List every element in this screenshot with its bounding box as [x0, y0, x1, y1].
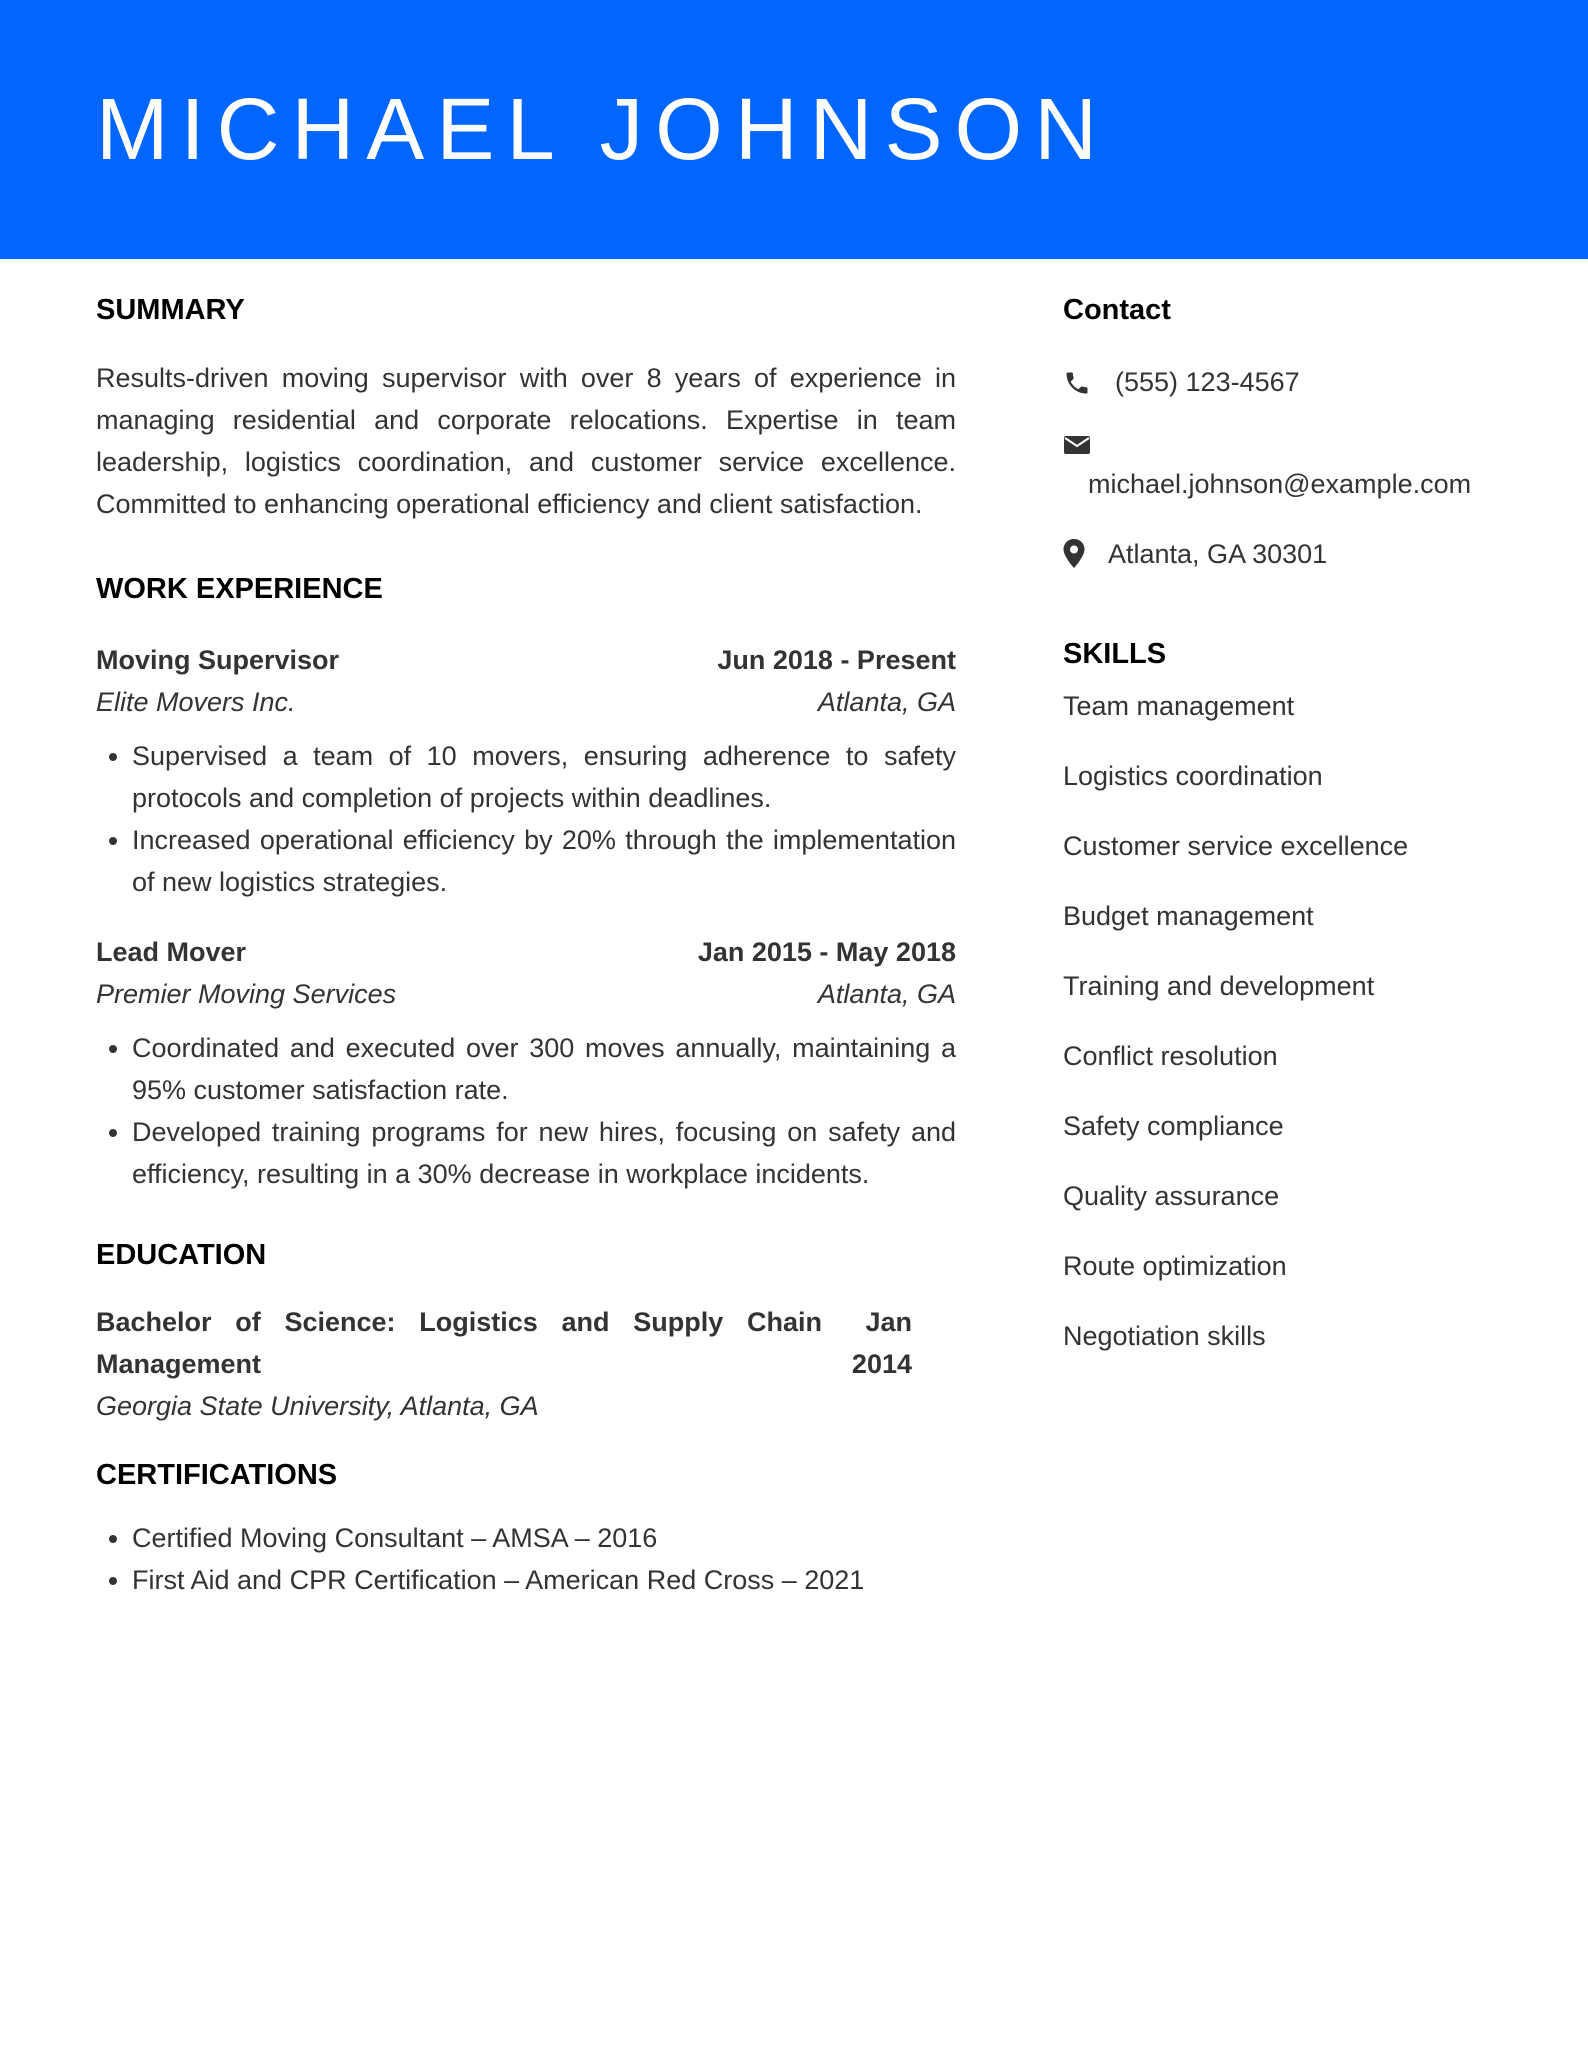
skills-section	[1063, 634, 1523, 1356]
contact-phone-text: (555) 123-4567	[1115, 367, 1300, 397]
job-bullets	[96, 735, 956, 903]
certification-item: • First Aid and CPR Certification – American Red Cross – 2021	[132, 1559, 956, 1601]
main-column	[96, 290, 956, 1601]
job-role: Lead Mover	[96, 937, 247, 967]
map-pin-icon	[1063, 534, 1108, 569]
job-bullets	[96, 1027, 956, 1195]
job-bullet: • Coordinated and executed over 300 moves annually, maintaining a 95% customer satisfaction rate.	[132, 1027, 956, 1111]
job-location: Atlanta, GA	[817, 979, 956, 1009]
skill-item: Budget management	[1063, 901, 1314, 931]
job-dates: Jun 2018 - Present	[717, 645, 956, 675]
summary-text: Results-driven moving supervisor with over 8 years of experience in managing residential and corporate relocations. Expertise in team leadership, logistics coordination, and customer service excellence. Committed to enhancing operational efficiency and client satisfaction.	[96, 363, 956, 519]
work-experience-section	[96, 569, 956, 1195]
job-entry	[96, 639, 956, 903]
contact-phone	[1063, 362, 1523, 402]
education-school: Georgia State University, Atlanta, GA	[96, 1391, 539, 1421]
certification-item: • Certified Moving Consultant – AMSA – 2016	[132, 1517, 956, 1559]
skill-item: Safety compliance	[1063, 1111, 1284, 1141]
skill-item: Conflict resolution	[1063, 1041, 1278, 1071]
skill-item: Customer service excellence	[1063, 831, 1409, 861]
certifications-section	[96, 1455, 956, 1601]
job-entry	[96, 931, 956, 1195]
summary-title: SUMMARY	[96, 294, 245, 326]
skill-item: Route optimization	[1063, 1251, 1287, 1281]
education-degree: Bachelor of Science: Logistics and Supply Chain Management	[96, 1307, 822, 1379]
skill-item: Quality assurance	[1063, 1181, 1280, 1211]
job-role: Moving Supervisor	[96, 645, 340, 675]
education-date: Jan 2014	[851, 1307, 912, 1379]
contact-section	[1063, 290, 1523, 574]
contact-location	[1063, 534, 1523, 574]
summary-section	[96, 290, 956, 525]
job-bullet: • Increased operational efficiency by 20% through the implementation of new logistics strategies.	[132, 819, 956, 903]
skills-list	[1063, 686, 1523, 1356]
phone-icon	[1063, 362, 1115, 397]
contact-location-text: Atlanta, GA 30301	[1108, 539, 1328, 569]
education-section	[96, 1235, 956, 1427]
job-dates: Jan 2015 - May 2018	[697, 937, 956, 967]
contact-email	[1063, 434, 1523, 504]
envelope-icon	[1063, 434, 1523, 458]
skill-item: Negotiation skills	[1063, 1321, 1266, 1351]
skill-item: Logistics coordination	[1063, 761, 1323, 791]
contact-title: Contact	[1063, 294, 1171, 326]
certifications-title: CERTIFICATIONS	[96, 1459, 338, 1491]
sidebar-column	[1063, 290, 1523, 1356]
skills-title: SKILLS	[1063, 638, 1167, 670]
job-location: Atlanta, GA	[817, 687, 956, 717]
job-bullet: • Supervised a team of 10 movers, ensuring adherence to safety protocols and completion of projects within deadlines.	[132, 735, 956, 819]
work-experience-title: WORK EXPERIENCE	[96, 573, 383, 605]
header-band	[0, 0, 1588, 259]
skill-item: Training and development	[1063, 971, 1375, 1001]
candidate-name: MICHAEL JOHNSON	[96, 81, 1110, 178]
skill-item: Team management	[1063, 691, 1295, 721]
job-company: Elite Movers Inc.	[96, 687, 296, 717]
education-title: EDUCATION	[96, 1239, 267, 1271]
job-bullet: • Developed training programs for new hires, focusing on safety and efficiency, resulting in a 30% decrease in workplace incidents.	[132, 1111, 956, 1195]
job-company: Premier Moving Services	[96, 979, 397, 1009]
certifications-list	[96, 1517, 956, 1601]
contact-email-text: michael.johnson@example.com	[1088, 469, 1472, 499]
